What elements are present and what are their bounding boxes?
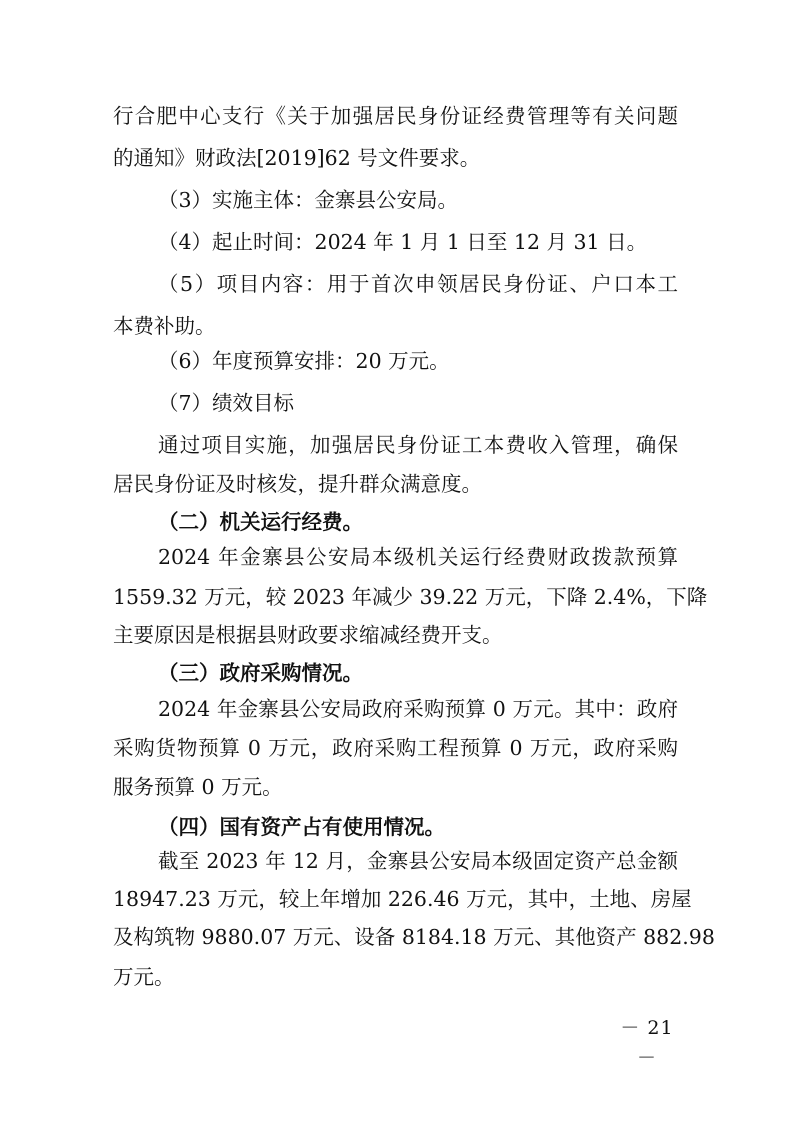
body-text-line: 万元。 bbox=[113, 965, 175, 989]
body-text-line: 本费补助。 bbox=[113, 314, 216, 338]
body-text-line: 主要原因是根据县财政要求缩减经费开支。 bbox=[113, 623, 503, 647]
page-number: － 21 － bbox=[620, 1017, 674, 1069]
section-heading: （三）政府采购情况。 bbox=[158, 661, 363, 685]
body-text-line: 通过项目实施，加强居民身份证工本费收入管理，确保 bbox=[158, 433, 678, 457]
body-text-line: 居民身份证及时核发，提升群众满意度。 bbox=[113, 472, 482, 496]
body-text-line: 截至 2023 年 12 月，金寨县公安局本级固定资产总金额 bbox=[158, 849, 678, 873]
list-item: （7）绩效目标 bbox=[158, 391, 295, 415]
body-text-line: 采购货物预算 0 万元，政府采购工程预算 0 万元，政府采购 bbox=[113, 736, 678, 760]
section-heading: （四）国有资产占有使用情况。 bbox=[158, 815, 445, 839]
list-item: （4）起止时间：2024 年 1 月 1 日至 12 月 31 日。 bbox=[158, 230, 648, 254]
section-heading: （二）机关运行经费。 bbox=[158, 510, 363, 534]
list-item: （5）项目内容：用于首次申领居民身份证、户口本工 bbox=[158, 272, 678, 296]
body-text-line: 服务预算 0 万元。 bbox=[113, 775, 283, 799]
body-text-line: 行合肥中心支行《关于加强居民身份证经费管理等有关问题 bbox=[113, 104, 678, 128]
body-text-line: 1559.32 万元，较 2023 年减少 39.22 万元，下降 2.4%，下降 bbox=[113, 585, 708, 609]
list-item: （3）实施主体：金寨县公安局。 bbox=[158, 188, 459, 212]
list-item: （6）年度预算安排：20 万元。 bbox=[158, 349, 450, 373]
body-text-line: 2024 年金寨县公安局政府采购预算 0 万元。其中：政府 bbox=[158, 697, 678, 721]
body-text-line: 18947.23 万元，较上年增加 226.46 万元，其中，土地、房屋 bbox=[113, 887, 692, 911]
body-text-line: 及构筑物 9880.07 万元、设备 8184.18 万元、其他资产 882.98 bbox=[113, 925, 715, 949]
body-text-line: 的通知》财政法[2019]62 号文件要求。 bbox=[113, 146, 481, 170]
body-text-line: 2024 年金寨县公安局本级机关运行经费财政拨款预算 bbox=[158, 545, 678, 569]
